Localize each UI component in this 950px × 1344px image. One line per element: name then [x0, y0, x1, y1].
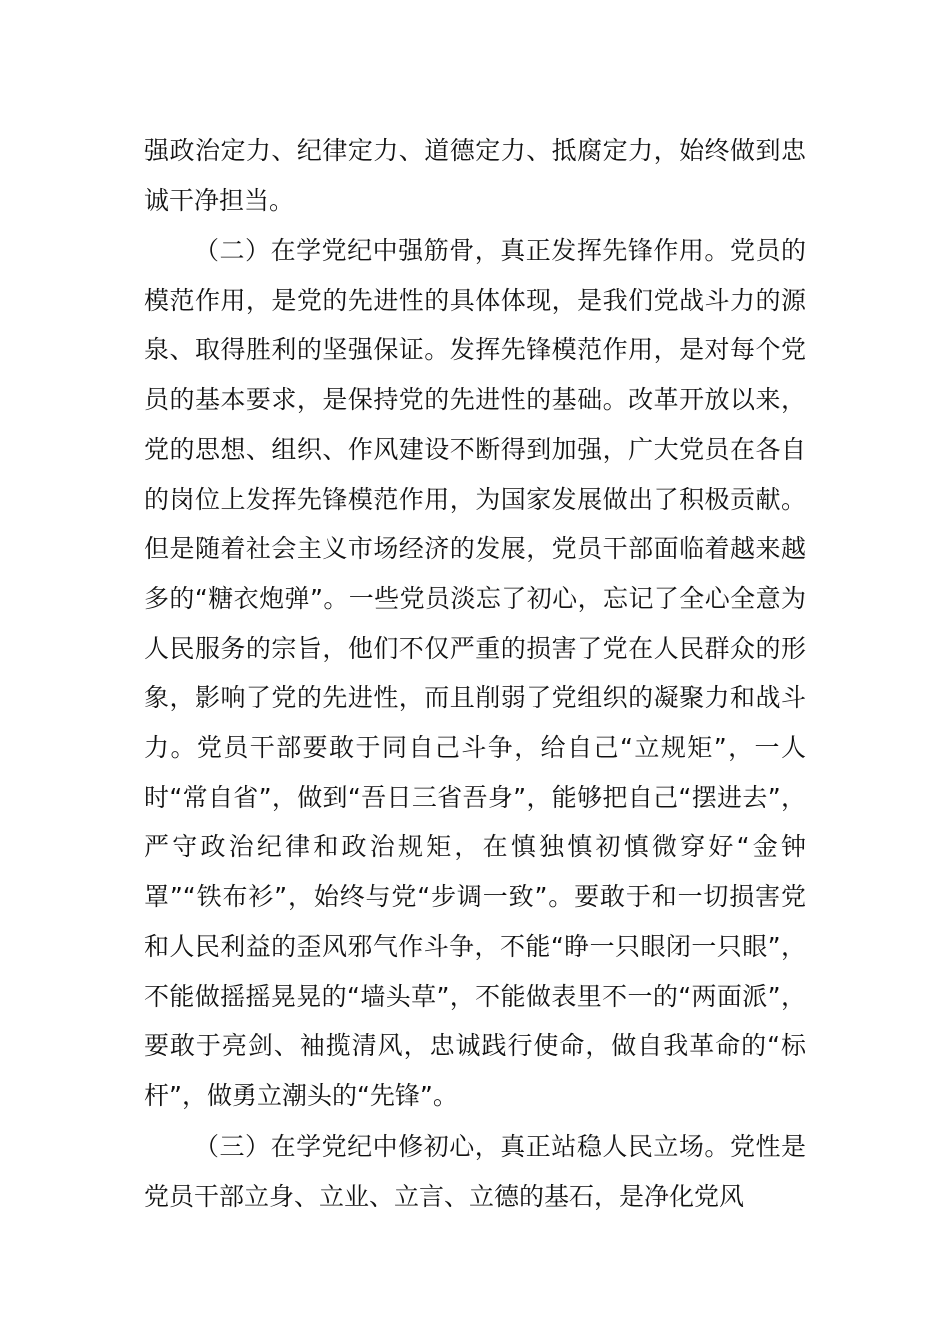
- paragraph-section-3: [144, 1122, 806, 1221]
- paragraph-3: （三）在学党纪中修初心，真正站稳人民立场。党性是党员干部立身、立业、立言、立德的基石，是净化党风: [144, 1132, 806, 1211]
- paragraph-1: 强政治定力、纪律定力、道德定力、抵腐定力，始终做到忠诚干净担当。: [144, 136, 806, 215]
- paragraph-section-2: [144, 226, 806, 1121]
- paragraph-continuation: [144, 126, 806, 225]
- paragraph-2: （二）在学党纪中强筋骨，真正发挥先锋作用。党员的模范作用，是党的先进性的具体体现，是我们党战斗力的源泉、取得胜利的坚强保证。发挥先锋模范作用，是对每个党员的基本要求，是保持党的先进性的基础。改革开放以来，党的思想、组织、作风建设不断得到加强，广大党员在各自的岗位上发挥先锋模范作用，为国家发展做出了积极贡献。但是随着社会主义市场经济的发展，党员干部面临着越来越多的“糖衣炮弹”。一些党员淡忘了初心，忘记了全心全意为人民服务的宗旨，他们不仅严重的损害了党在人民群众的形象，影响了党的先进性，而且削弱了党组织的凝聚力和战斗力。党员干部要敢于同自己斗争，给自己“立规矩”，一人时“常自省”，做到“吾日三省吾身”，能够把自己“摆进去”，严守政治纪律和政治规矩，在慎独慎初慎微穿好“金钟罩”“铁布衫”，始终与党“步调一致”。要敢于和一切损害党和人民利益的歪风邪气作斗争，不能“睁一只眼闭一只眼”，不能做摇摇晃晃的“墙头草”，不能做表里不一的“两面派”，要敢于亮剑、袖揽清风，忠诚践行使命，做自我革命的“标杆”，做勇立潮头的“先锋”。: [144, 236, 806, 1110]
